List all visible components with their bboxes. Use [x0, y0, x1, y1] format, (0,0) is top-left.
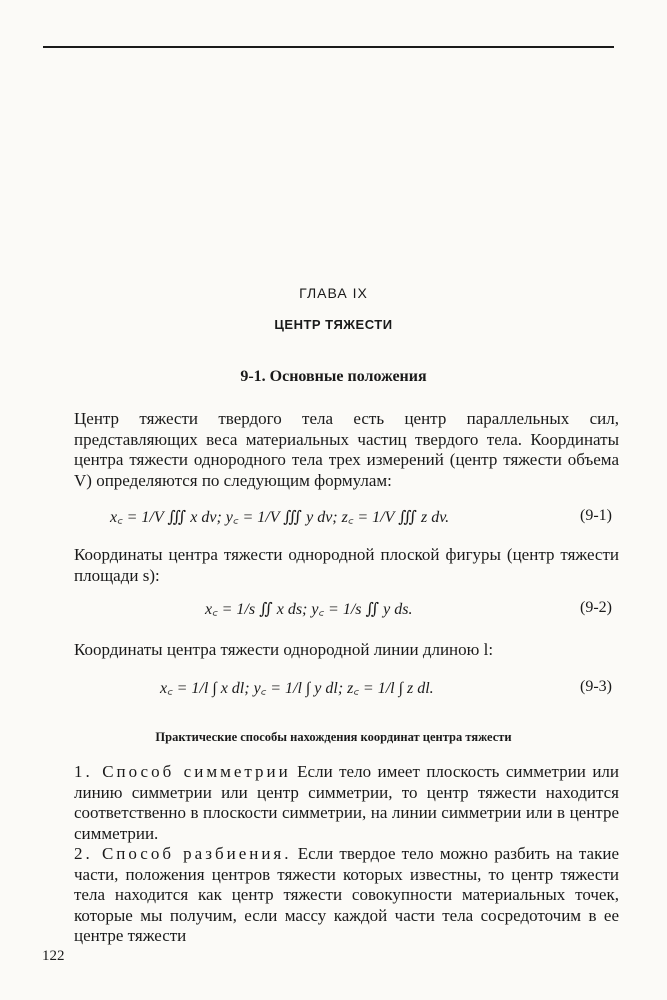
formula-line-centroid: x꜀ = 1/l ∫ x dl; y꜀ = 1/l ∫ y dl; z꜀ = 1/l ∫ z dl.	[160, 680, 434, 697]
equation-number-2: (9-2)	[580, 599, 612, 616]
chapter-title: ЦЕНТР ТЯЖЕСТИ	[274, 317, 393, 332]
symmetry-method-lead: 1. Способ симметрии	[74, 762, 291, 781]
formula-area-centroid: x꜀ = 1/s ∬ x ds; y꜀ = 1/s ∬ y ds.	[205, 601, 413, 618]
paragraph-partition-method	[74, 844, 619, 947]
partition-method-text: Если твердое тело можно разбить на такие части, положения центров тяжести которых известны, то центр тяжести тела находится как центр тяжести совокупности материальных точек, которые мы получим, если массу каждой части тела сосредоточим в ее центре тяжести	[74, 844, 619, 945]
paragraph-line: Координаты центра тяжести однородной линии длиною l:	[74, 640, 494, 659]
header-rule	[43, 46, 614, 48]
paragraph-definition: Центр тяжести твердого тела есть центр параллельных сил, представляющих веса материальных частиц твердого тела. Координаты центра тяжести однородного тела трех измерений (центр тяжести объема V) определяются по следующим формулам:	[74, 409, 619, 490]
partition-method-lead: 2. Способ разбиения.	[74, 844, 292, 863]
equation-number-1: (9-1)	[580, 507, 612, 524]
equation-number-3: (9-3)	[580, 678, 612, 695]
paragraph-symmetry-method	[74, 762, 619, 844]
subheading-practical-methods: Практические способы нахождения координат центра тяжести	[155, 730, 512, 744]
paragraph-plane-figure: Координаты центра тяжести однородной плоской фигуры (центр тяжести площади s):	[74, 545, 619, 585]
section-title: 9-1. Основные положения	[240, 368, 427, 385]
formula-volume-centroid: x꜀ = 1/V ∭ x dv; y꜀ = 1/V ∭ y dv; z꜀ = 1/V ∭ z dv.	[110, 509, 450, 526]
symmetry-method-text: Если тело имеет плоскость симметрии или линию симметрии или центр симметрии, то центр тяжести находится соответственно в плоскости симметрии, на линии симметрии или в центре симметрии.	[74, 762, 619, 843]
chapter-label: ГЛАВА IX	[299, 285, 368, 301]
page-number: 122	[42, 948, 65, 964]
